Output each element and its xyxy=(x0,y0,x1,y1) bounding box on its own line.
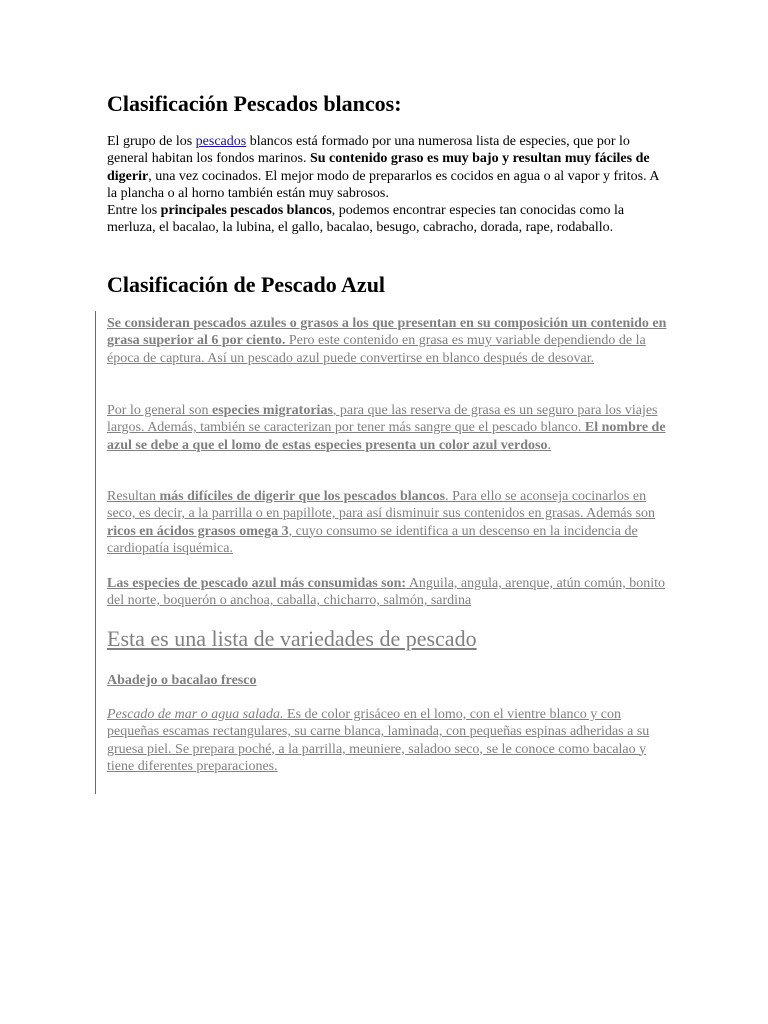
italic-text: Pescado de mar o agua salada. xyxy=(107,707,284,722)
paragraph-pescados-blancos xyxy=(107,133,667,237)
pescados-link[interactable]: pescados xyxy=(195,134,247,149)
bold-text: más difíciles de digerir que los pescados blancos xyxy=(159,489,446,504)
subheading-abadejo: Abadejo o bacalao fresco xyxy=(107,673,257,688)
paragraph-especies xyxy=(107,575,667,610)
heading-pescados-blancos: Clasificación Pescados blancos: xyxy=(107,91,402,116)
bold-text: Se consideran pescados azules o grasos a los que presentan en su composición un contenido en grasa superior al 6 por ciento. xyxy=(107,316,667,349)
bold-text: ricos en ácidos grasos omega 3 xyxy=(107,523,289,539)
bold-text: principales pescados blancos xyxy=(160,203,332,219)
text-span: , una vez cocinados. El mejor modo de prepararlos es cocidos en agua o al vapor y fritos. A la plancha o al horno también están muy sabrosos. xyxy=(107,168,659,201)
text-span: Anguila, angula, arenque, atún común, bonito del norte, boquerón o anchoa, caballa, chicharro, salmón, sardina xyxy=(107,576,666,609)
text-span: Es de color grisáceo en el lomo, con el vientre blanco y con pequeñas escamas rectangulares, su carne blanca, laminada, con pequeñas espinas adheridas a su gruesa piel. Se prepara poché, a la parrilla, meuniere, saladoo seco, se le conoce como bacalao y tiene diferentes preparaciones. xyxy=(107,707,650,774)
text-span: Por lo general son xyxy=(107,403,212,418)
text-span: , para que las reserva de grasa es un seguro para los viajes largos. Además, también se caracterizan por tener más sangre que el pescado blanco. xyxy=(107,403,658,436)
paragraph-digerir xyxy=(107,488,667,557)
text-span: , podemos encontrar especies tan conocidas como la merluza, el bacalao, la lubina, el gallo, bacalao, besugo, cabracho, dorada, rape, rodaballo. xyxy=(107,203,625,236)
paragraph-migratorias xyxy=(107,402,667,454)
paragraph-grasa xyxy=(107,315,667,367)
heading-lista-variedades: Esta es una lista de variedades de pescado xyxy=(107,626,477,651)
bold-text: Su contenido graso es muy bajo y resultan muy fáciles de digerir xyxy=(107,151,650,184)
heading-pescado-azul: Clasificación de Pescado Azul xyxy=(107,272,386,297)
bold-text: Las especies de pescado azul más consumidas son: xyxy=(107,576,407,591)
bold-text: especies migratorias xyxy=(211,403,333,418)
text-span: blancos está formado por una numerosa lista de especies, que por lo general habitan los fondos marinos. xyxy=(107,134,630,167)
text-span: Resultan xyxy=(107,489,160,504)
text-span: Entre los xyxy=(107,203,161,219)
text-span: , cuyo consumo se identifica a un descenso en la incidencia de cardiopatía isquémica. xyxy=(107,523,638,556)
text-span: Pero este contenido en grasa es muy variable dependiendo de la época de captura. Así un pescado azul puede convertirse en blanco después de desovar. xyxy=(107,333,646,366)
paragraph-abadejo xyxy=(107,706,667,775)
text-span: . xyxy=(547,437,551,453)
bold-text: El nombre de azul se debe a que el lomo de estas especies presenta un color azul verdoso xyxy=(107,420,666,453)
text-span: . Para ello se aconseja cocinarlos en seco, es decir, a la parrilla o en papillote, para así disminuir sus contenidos en grasas. Además son xyxy=(107,489,656,522)
blockquote-bar xyxy=(95,311,96,794)
text-span: El grupo de los xyxy=(107,134,196,149)
